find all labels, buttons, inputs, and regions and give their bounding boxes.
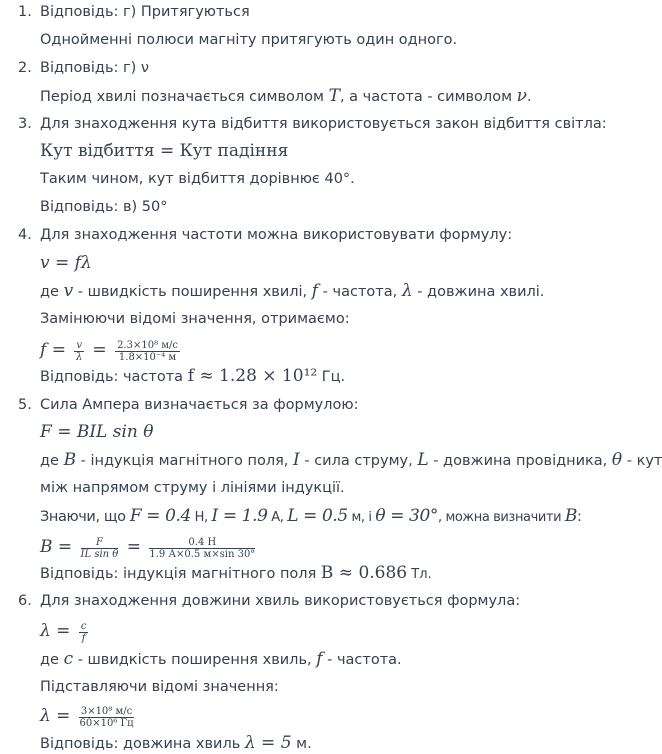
item-number: 2. [18,60,32,76]
math: B = [40,537,78,557]
item-number: 5. [18,397,32,413]
fraction [74,340,84,363]
text: - частота, [318,284,402,300]
explanation [40,649,402,670]
text: де [40,652,64,668]
item-number: 6. [18,593,32,609]
math: L = 0.5 [287,506,348,526]
math: I [293,450,300,470]
math: B [63,450,77,470]
numerator: 3×10⁸ м/с [80,705,133,717]
text: Відповідь: довжина хвиль [40,736,245,752]
formula: F = BIL sin θ [40,422,154,442]
text: де [40,284,64,300]
intro-line: Для знаходження кута відбиття використовується закон відбиття світла: [40,116,607,132]
numerator: F [95,536,103,548]
answer-line: Відповідь: в) 50° [40,199,168,215]
math: θ [611,450,623,470]
explanation [40,281,544,302]
math: λ [401,281,413,301]
math: λ = 5 [244,733,292,753]
intro-line: Для знаходження частоти можна використовувати формулу: [40,227,513,243]
text: - довжина провідника, [428,453,612,469]
fraction-formula [40,337,183,364]
text: А, [267,510,288,525]
answer-line [40,733,312,754]
fraction-formula [40,534,258,561]
math: F = 0.4 [129,506,191,526]
denominator: f [81,632,86,644]
text: - індукція магнітного поля, [76,453,294,469]
denominator: λ [76,351,83,363]
math: ν [516,86,527,106]
explanation: Однойменні полюси магніту притягують один одного. [40,32,458,48]
formula: v = fλ [40,253,92,273]
text: м. [291,736,312,752]
denominator: 60×10⁶ Гц [79,717,134,729]
answer-line: Відповідь: г) Притягуються [40,4,250,20]
math: T [328,86,340,106]
text: Період хвилі позначається символом [40,89,329,105]
explanation [40,506,582,528]
text: - швидкість поширення хвиль, [73,652,317,668]
numerator: 2.3×10⁸ м/с [117,339,179,351]
math: I = 1.9 [211,506,268,526]
math: θ = 30° [375,506,438,526]
text: Відповідь: індукція магнітного поля [40,566,321,582]
answer-line [40,563,432,585]
numerator: c [80,620,87,632]
math: = [87,340,113,360]
intro-line: Сила Ампера визначається за формулою: [40,397,359,413]
math: f = [40,340,72,360]
fraction [79,706,134,729]
math: L [417,450,429,470]
text: , а частота - символом [339,89,517,105]
item-number: 4. [18,227,32,243]
fraction [81,537,119,560]
text: - довжина хвилі. [412,284,545,300]
text: Гц. [317,369,346,385]
text: : [577,509,582,525]
explanation: Замінюючи відомі значення, отримаємо: [40,311,350,327]
item-number: 1. [18,4,32,20]
text: - кут [622,453,662,469]
text: Знаючи, що [40,509,130,525]
math: = [121,537,147,557]
text: Відповідь: частота [40,369,188,385]
denominator: 1.8×10⁻⁴ м [118,351,177,363]
math: f [311,281,319,301]
math: B [564,506,577,526]
denominator: 1.9 А×0.5 м×sin 30° [149,548,256,560]
fraction [115,340,180,363]
formula: Кут відбиття = Кут падіння [40,141,289,161]
text: . [526,89,532,105]
math: λ = [40,706,76,726]
numerator: v [76,339,82,351]
explanation: Підставляючи відомі значення: [40,679,279,695]
denominator: IL sin θ [80,548,119,560]
math: λ = [40,621,76,641]
formula [40,618,91,645]
math: f ≈ 1.28 × 10¹² [187,366,318,386]
explanation [40,450,662,471]
text: - сила струму, [299,453,418,469]
explanation [40,86,532,107]
answer-line [40,366,345,387]
text: Н, [190,510,212,525]
explanation: між напрямом струму і лініями індукції. [40,480,345,496]
text: - частота. [322,652,402,668]
text: м, і [347,510,376,525]
answer-line: Відповідь: г) ν [40,60,149,76]
text: де [40,453,64,469]
text: , можна визначити [437,510,565,525]
text: Тл. [407,567,432,582]
fraction [149,537,255,560]
explanation: Таким чином, кут відбиття дорівнює 40°. [40,171,355,187]
fraction [79,621,89,644]
math: c [63,649,74,669]
math: B ≈ 0.686 [320,563,408,583]
item-number: 3. [18,116,32,132]
numerator: 0.4 Н [149,537,255,549]
math: f [316,649,323,669]
intro-line: Для знаходження довжини хвиль використовується формула: [40,593,521,609]
fraction-formula [40,703,137,730]
text: - швидкість поширення хвилі, [73,284,312,300]
math: v [63,281,74,301]
